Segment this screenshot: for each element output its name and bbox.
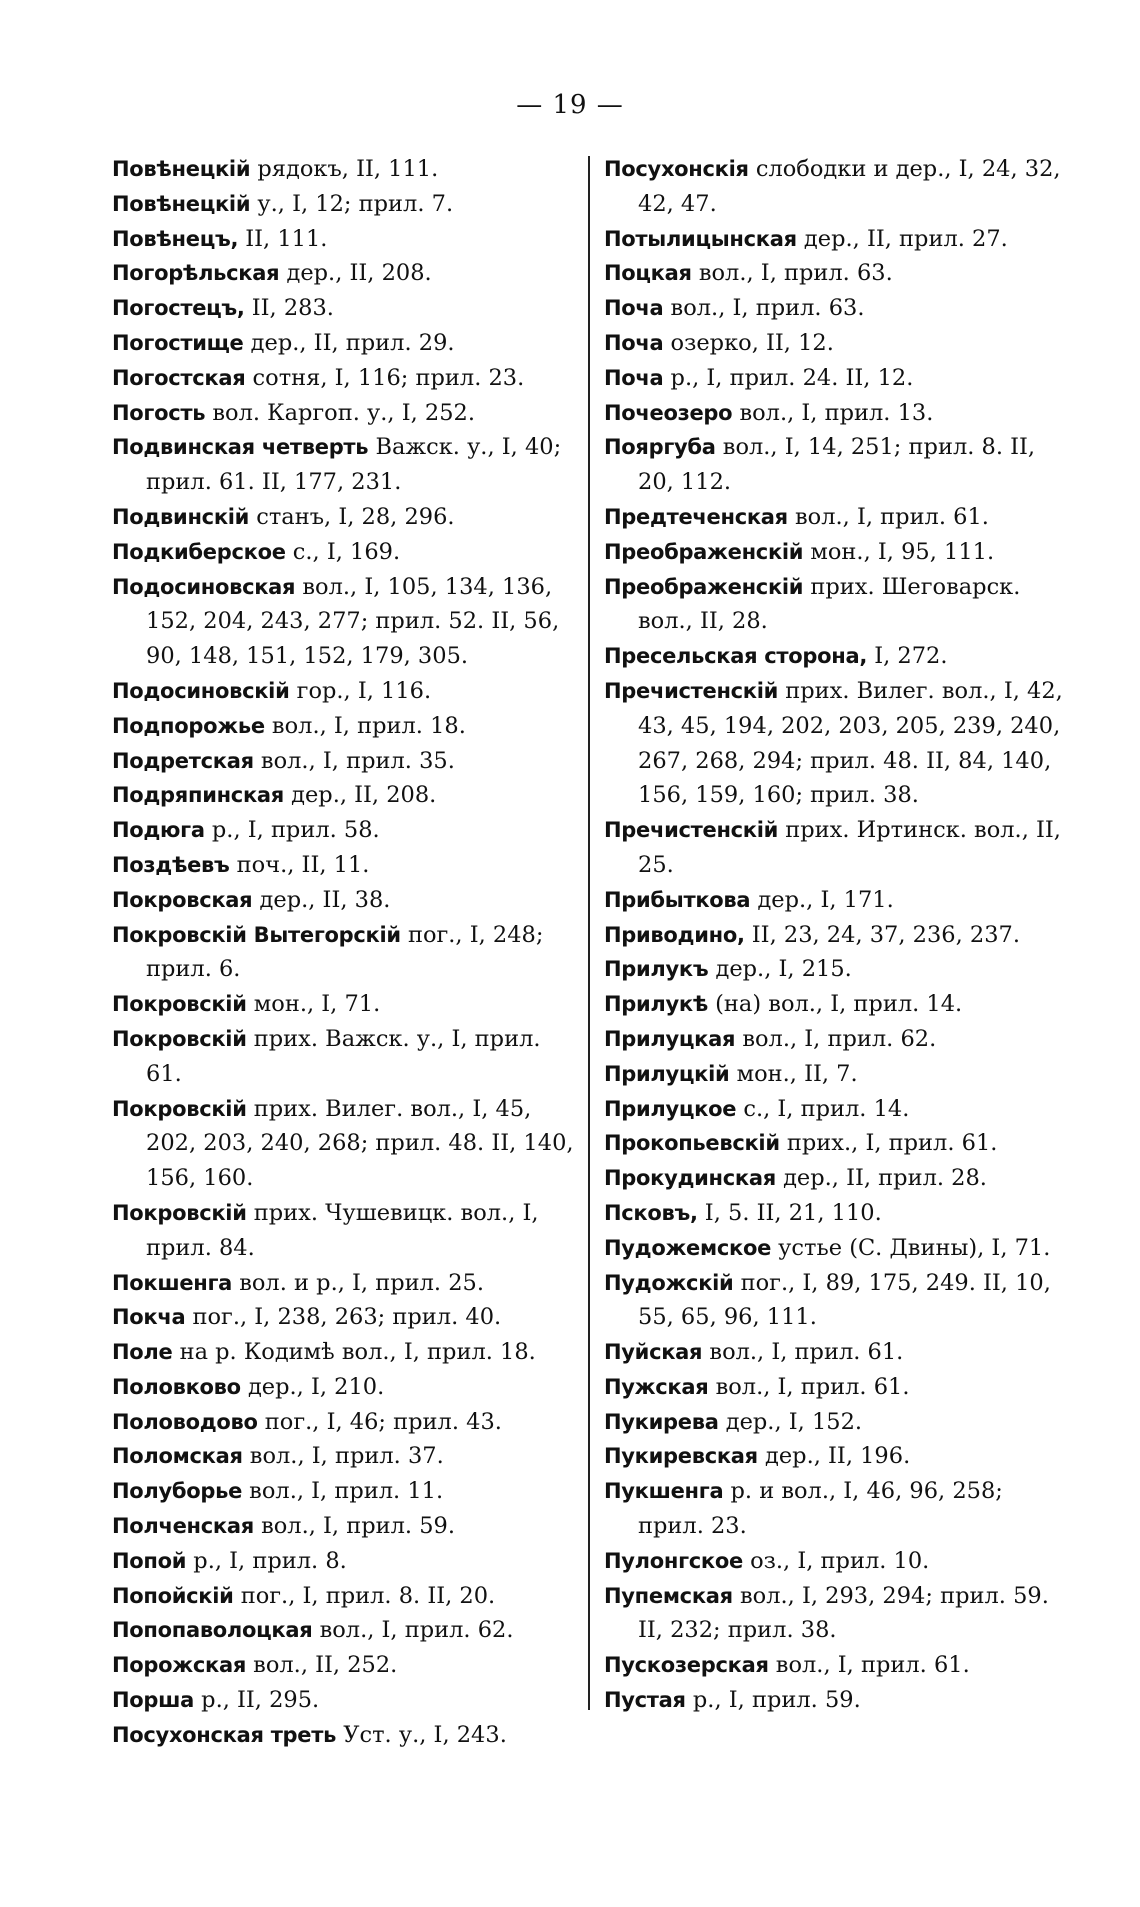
index-references: вол., I, 105, 134, 136, 152, 204, 243, 277; прил. 52. II, 56, 90, 148, 151, 152, 179, 305. bbox=[146, 573, 560, 670]
index-headword: Почеозеро bbox=[604, 400, 733, 425]
index-references: вол., I, прил. 61. bbox=[702, 1339, 904, 1366]
index-entry bbox=[604, 1439, 1066, 1474]
index-headword: Пудожемское bbox=[604, 1235, 772, 1260]
index-headword: Прилукѣ bbox=[604, 992, 708, 1017]
index-references: вол., I, прил. 63. bbox=[663, 295, 865, 322]
index-headword: Пукшенга bbox=[604, 1479, 724, 1504]
index-entry bbox=[604, 639, 1066, 674]
index-entry bbox=[112, 326, 574, 361]
index-headword: Прокудинская bbox=[604, 1166, 776, 1191]
index-entry bbox=[112, 1509, 574, 1544]
index-entry bbox=[604, 1057, 1066, 1092]
index-entry bbox=[604, 1683, 1066, 1718]
index-headword: Преображенскій bbox=[604, 539, 804, 564]
index-entry bbox=[604, 222, 1066, 257]
index-entry bbox=[112, 1196, 574, 1266]
index-references: I, 5. II, 21, 110. bbox=[697, 1199, 882, 1226]
index-references: вол., I, 293, 294; прил. 59. II, 232; прил. 38. bbox=[638, 1582, 1049, 1644]
index-entry bbox=[112, 1092, 574, 1196]
index-headword: Пресельская сторона, bbox=[604, 644, 868, 669]
index-headword: Пречистенскій bbox=[604, 678, 779, 703]
index-entry bbox=[604, 291, 1066, 326]
index-references: дер., II, 208. bbox=[283, 782, 437, 809]
index-references: дер., I, 215. bbox=[708, 956, 852, 983]
index-headword: Пуйская bbox=[604, 1340, 703, 1365]
index-entry bbox=[112, 778, 574, 813]
index-headword: Покровскій bbox=[112, 992, 247, 1017]
index-entry bbox=[112, 535, 574, 570]
index-entry bbox=[604, 1022, 1066, 1057]
index-references: прих. Вилег. вол., I, 45, 202, 203, 240, 268; прил. 48. II, 140, 156, 160. bbox=[146, 1095, 574, 1192]
index-headword: Прокопьевскій bbox=[604, 1131, 780, 1156]
index-headword: Прилукъ bbox=[604, 957, 709, 982]
index-references: вол., I, прил. 62. bbox=[735, 1025, 937, 1052]
index-entry bbox=[604, 952, 1066, 987]
index-references: р., I, прил. 59. bbox=[685, 1687, 861, 1714]
index-entry bbox=[604, 256, 1066, 291]
index-headword: Полуборье bbox=[112, 1479, 243, 1504]
index-entry bbox=[604, 152, 1066, 222]
index-references: прих. Чушевицк. вол., I, прил. 84. bbox=[146, 1199, 539, 1261]
index-references: оз., I, прил. 10. bbox=[742, 1547, 930, 1574]
index-references: прих. Шеговарск. вол., II, 28. bbox=[638, 573, 1021, 635]
index-references: вол., I, прил. 61. bbox=[768, 1652, 970, 1679]
index-entry bbox=[604, 500, 1066, 535]
index-entry bbox=[112, 1439, 574, 1474]
index-references: дер., II, 38. bbox=[252, 886, 391, 913]
index-references: у., I, 12; прил. 7. bbox=[250, 190, 454, 217]
index-headword: Поцкая bbox=[604, 261, 692, 286]
index-headword: Поломская bbox=[112, 1444, 243, 1469]
index-entry bbox=[112, 813, 574, 848]
index-references: гор., I, 116. bbox=[289, 677, 432, 704]
index-references: вол., I, прил. 59. bbox=[253, 1513, 456, 1540]
index-references: пог., I, 89, 175, 249. II, 10, 55, 65, 96, 111. bbox=[638, 1269, 1051, 1331]
index-references: дер., I, 210. bbox=[240, 1373, 385, 1400]
index-entry bbox=[112, 291, 574, 326]
index-entry bbox=[112, 1266, 574, 1301]
index-entry bbox=[604, 1579, 1066, 1649]
index-entry bbox=[112, 570, 574, 674]
index-entry bbox=[604, 1474, 1066, 1544]
index-headword: Повѣнецъ, bbox=[112, 226, 239, 251]
index-references: II, 23, 24, 37, 236, 237. bbox=[744, 921, 1021, 948]
index-references: сотня, I, 116; прил. 23. bbox=[245, 364, 525, 391]
index-references: мон., I, 95, 111. bbox=[803, 538, 995, 565]
index-entry bbox=[112, 396, 574, 431]
index-headword: Половодово bbox=[112, 1409, 258, 1434]
index-references: дер., II, прил. 27. bbox=[796, 225, 1008, 252]
index-headword: Покшенга bbox=[112, 1270, 233, 1295]
index-entry bbox=[112, 1683, 574, 1718]
index-references: дер., II, 196. bbox=[757, 1443, 911, 1470]
index-references: р., I, прил. 58. bbox=[204, 817, 380, 844]
index-references: дер., II, прил. 28. bbox=[775, 1165, 987, 1192]
index-headword: Погость bbox=[112, 400, 206, 425]
index-references: слободки и дер., I, 24, 32, 42, 47. bbox=[638, 156, 1061, 217]
index-headword: Подюга bbox=[112, 818, 205, 843]
index-entry bbox=[604, 674, 1066, 813]
index-entry bbox=[604, 918, 1066, 953]
column-divider bbox=[588, 156, 590, 1710]
index-headword: Пулонгское bbox=[604, 1548, 743, 1573]
index-entry bbox=[604, 1231, 1066, 1266]
index-references: вол., I, прил. 61. bbox=[708, 1373, 910, 1400]
index-headword: Порша bbox=[112, 1688, 195, 1713]
index-references: р., I, прил. 8. bbox=[186, 1547, 347, 1574]
index-entry bbox=[112, 256, 574, 291]
index-entry bbox=[112, 1648, 574, 1683]
index-headword: Попой bbox=[112, 1548, 187, 1573]
index-references: вол., I, 14, 251; прил. 8. II, 20, 112. bbox=[638, 434, 1036, 496]
index-entry bbox=[112, 674, 574, 709]
index-entry bbox=[112, 187, 574, 222]
index-references: II, 111. bbox=[238, 225, 328, 252]
index-entry bbox=[112, 1335, 574, 1370]
index-entry bbox=[604, 987, 1066, 1022]
index-entry bbox=[112, 1544, 574, 1579]
index-headword: Покровскій bbox=[112, 1096, 247, 1121]
index-references: прих. Важск. у., I, прил. 61. bbox=[146, 1025, 541, 1087]
index-headword: Половково bbox=[112, 1374, 241, 1399]
index-references: дер., II, прил. 29. bbox=[243, 329, 455, 356]
index-headword: Пудожскій bbox=[604, 1270, 734, 1295]
index-headword: Покровская bbox=[112, 887, 253, 912]
index-references: вол., I, прил. 37. bbox=[242, 1443, 444, 1470]
index-entry bbox=[112, 918, 574, 988]
index-headword: Пояргуба bbox=[604, 435, 716, 460]
index-headword: Порожская bbox=[112, 1653, 247, 1678]
index-entry bbox=[112, 222, 574, 257]
index-headword: Подвинскій bbox=[112, 504, 250, 529]
index-entry bbox=[112, 848, 574, 883]
index-headword: Покча bbox=[112, 1305, 186, 1330]
index-headword: Подвинская четверть bbox=[112, 435, 369, 460]
index-references: прих. Иртинск. вол., II, 25. bbox=[638, 817, 1061, 878]
index-references: с., I, 169. bbox=[285, 538, 401, 565]
index-headword: Попойскій bbox=[112, 1583, 234, 1608]
index-references: с., I, прил. 14. bbox=[736, 1095, 910, 1122]
index-references: (на) вол., I, прил. 14. bbox=[708, 991, 963, 1018]
index-references: мон., II, 7. bbox=[729, 1060, 858, 1087]
index-headword: Прилуцкая bbox=[604, 1026, 736, 1051]
index-references: вол. и р., I, прил. 25. bbox=[232, 1269, 485, 1296]
index-references: дер., II, 208. bbox=[279, 260, 432, 287]
index-entry bbox=[112, 500, 574, 535]
index-references: на р. Кодимѣ вол., I, прил. 18. bbox=[172, 1339, 536, 1366]
index-references: вол., I, прил. 13. bbox=[732, 399, 934, 426]
index-entry bbox=[604, 1648, 1066, 1683]
index-headword: Пречистенскій bbox=[604, 818, 779, 843]
index-entry bbox=[112, 987, 574, 1022]
index-entry bbox=[112, 1300, 574, 1335]
index-entry bbox=[604, 361, 1066, 396]
index-references: прих., I, прил. 61. bbox=[779, 1130, 998, 1157]
index-headword: Псковъ, bbox=[604, 1200, 698, 1225]
index-entry bbox=[112, 1474, 574, 1509]
index-references: р., I, прил. 24. II, 12. bbox=[663, 364, 914, 391]
index-references: мон., I, 71. bbox=[246, 991, 381, 1018]
index-references: вол., I, прил. 63. bbox=[691, 260, 893, 287]
index-headword: Прилуцкое bbox=[604, 1096, 737, 1121]
index-entry bbox=[604, 570, 1066, 640]
index-headword: Повѣнецкій bbox=[112, 191, 251, 216]
index-headword: Прилуцкій bbox=[604, 1061, 730, 1086]
index-entry bbox=[112, 1579, 574, 1614]
index-entry bbox=[604, 396, 1066, 431]
index-headword: Потылицынская bbox=[604, 226, 797, 251]
index-references: пог., I, прил. 8. II, 20. bbox=[233, 1582, 496, 1609]
index-headword: Подосиновская bbox=[112, 574, 296, 599]
index-references: вол., II, 252. bbox=[246, 1652, 398, 1679]
index-headword: Приводино, bbox=[604, 922, 745, 947]
index-headword: Прибыткова bbox=[604, 887, 751, 912]
index-entry bbox=[112, 744, 574, 779]
index-entry bbox=[604, 1544, 1066, 1579]
index-entry bbox=[604, 1335, 1066, 1370]
index-entry bbox=[604, 813, 1066, 883]
index-entry bbox=[112, 152, 574, 187]
index-headword: Пукирева bbox=[604, 1409, 719, 1434]
index-headword: Пукиревская bbox=[604, 1444, 758, 1469]
index-headword: Поча bbox=[604, 330, 664, 355]
index-entry bbox=[112, 1613, 574, 1648]
index-references: вол., I, прил. 18. bbox=[264, 712, 466, 739]
index-headword: Погостская bbox=[112, 365, 246, 390]
index-references: пог., I, 248; прил. 6. bbox=[146, 921, 544, 983]
index-headword: Преображенскій bbox=[604, 574, 804, 599]
index-references: вол., I, прил. 62. bbox=[312, 1617, 514, 1644]
index-headword: Подкиберское bbox=[112, 539, 286, 564]
index-headword: Покровскій bbox=[112, 1200, 247, 1225]
index-headword: Подряпинская bbox=[112, 783, 284, 808]
index-headword: Поле bbox=[112, 1340, 173, 1365]
index-entry bbox=[604, 883, 1066, 918]
index-entry bbox=[604, 1370, 1066, 1405]
index-entry bbox=[604, 430, 1066, 500]
index-headword: Погостище bbox=[112, 330, 244, 355]
index-references: вол., I, прил. 35. bbox=[253, 747, 455, 774]
index-entry bbox=[604, 1126, 1066, 1161]
index-headword: Подосиновскій bbox=[112, 678, 290, 703]
index-headword: Поча bbox=[604, 296, 664, 321]
index-headword: Поча bbox=[604, 365, 664, 390]
index-headword: Посухонскія bbox=[604, 157, 749, 181]
index-references: станъ, I, 28, 296. bbox=[249, 503, 455, 530]
index-references: I, 272. bbox=[867, 643, 948, 670]
index-references: дер., I, 171. bbox=[750, 886, 894, 913]
index-headword: Пужская bbox=[604, 1374, 709, 1399]
index-column-right bbox=[604, 152, 1066, 1718]
index-headword: Поздѣевъ bbox=[112, 852, 230, 877]
index-references: поч., II, 11. bbox=[229, 851, 370, 878]
index-headword: Подретская bbox=[112, 748, 254, 773]
index-headword: Подпорожье bbox=[112, 713, 265, 738]
index-references: р., II, 295. bbox=[194, 1687, 320, 1714]
index-references: пог., I, 238, 263; прил. 40. bbox=[185, 1304, 502, 1331]
index-references: Уст. у., I, 243. bbox=[336, 1721, 507, 1748]
index-entry bbox=[112, 1718, 574, 1753]
index-headword: Предтеченская bbox=[604, 504, 788, 529]
index-entry bbox=[604, 326, 1066, 361]
index-references: пог., I, 46; прил. 43. bbox=[257, 1408, 502, 1435]
index-entry bbox=[112, 1022, 574, 1092]
index-entry bbox=[112, 1405, 574, 1440]
index-entry bbox=[604, 1161, 1066, 1196]
index-entry bbox=[604, 1405, 1066, 1440]
index-entry bbox=[112, 430, 574, 500]
page-number: — 19 — bbox=[516, 90, 624, 120]
index-headword: Погостецъ, bbox=[112, 296, 245, 321]
index-references: устье (С. Двины), I, 71. bbox=[771, 1234, 1051, 1261]
index-entry bbox=[112, 361, 574, 396]
index-headword: Пустая bbox=[604, 1688, 686, 1713]
index-entry bbox=[112, 883, 574, 918]
index-headword: Повѣнецкій bbox=[112, 157, 251, 181]
index-headword: Посухонская треть bbox=[112, 1722, 337, 1747]
index-entry bbox=[112, 1370, 574, 1405]
index-references: вол., I, прил. 11. bbox=[242, 1478, 444, 1505]
index-column-left bbox=[112, 152, 574, 1753]
index-headword: Покровскій bbox=[112, 1026, 247, 1051]
index-headword: Пупемская bbox=[604, 1583, 733, 1608]
index-references: р. и вол., I, 46, 96, 258; прил. 23. bbox=[638, 1478, 1003, 1540]
index-entry bbox=[604, 1266, 1066, 1336]
index-headword: Попопаволоцкая bbox=[112, 1618, 313, 1643]
index-entry bbox=[112, 709, 574, 744]
index-references: вол. Каргоп. у., I, 252. bbox=[205, 399, 476, 426]
index-references: рядокъ, II, 111. bbox=[250, 156, 439, 182]
index-references: озерко, II, 12. bbox=[663, 329, 834, 356]
index-headword: Погорѣльская bbox=[112, 261, 280, 286]
index-headword: Полченская bbox=[112, 1514, 254, 1539]
index-references: прих. Вилег. вол., I, 42, 43, 45, 194, 202, 203, 205, 239, 240, 267, 268, 294; прил. 48. II, 84, 140, 156, 159, 160; прил. 38. bbox=[638, 677, 1063, 809]
index-entry bbox=[604, 535, 1066, 570]
index-references: дер., I, 152. bbox=[718, 1408, 863, 1435]
index-headword: Пускозерская bbox=[604, 1653, 769, 1678]
index-references: вол., I, прил. 61. bbox=[787, 503, 989, 530]
index-entry bbox=[604, 1196, 1066, 1231]
index-headword: Покровскій Вытегорскій bbox=[112, 922, 401, 947]
index-references: II, 283. bbox=[244, 295, 334, 322]
index-references: Важск. у., I, 40; прил. 61. II, 177, 231. bbox=[146, 434, 562, 496]
index-entry bbox=[604, 1092, 1066, 1127]
